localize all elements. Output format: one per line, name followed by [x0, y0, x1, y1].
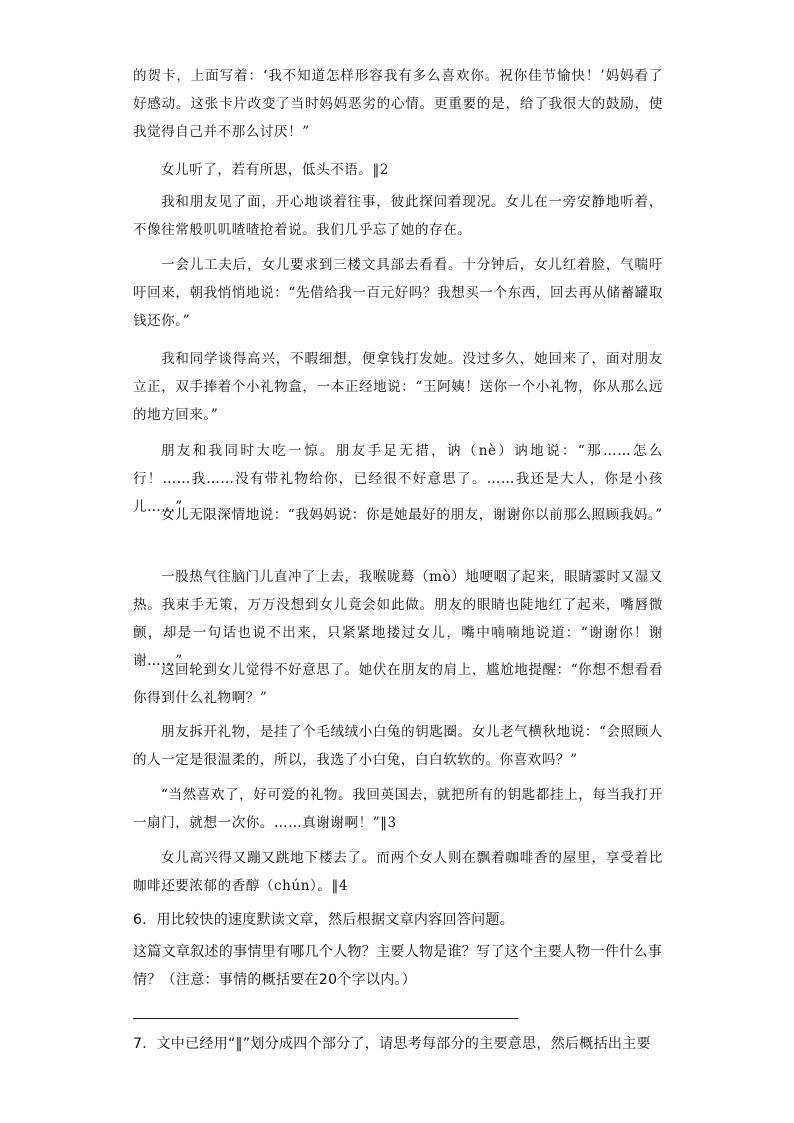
passage-paragraph-4: 一会儿工夫后，女儿要求到三楼文具部去看看。十分钟后，女儿红着脸，气喘吁吁回来，朝我悄悄地说：“先借给我一百元好吗？我想买一个东西，回去再从储蓄罐取钱还你。” [133, 257, 663, 329]
passage-paragraph-5: 我和同学谈得高兴，不暇细想，便拿钱打发她。没过多久，她回来了，面对朋友立正，双手捧着个小礼物盒，一本正经地说：“王阿姨！送你一个小礼物，你从那么远的地方回来。” [133, 351, 663, 423]
passage-paragraph-1: 的贺卡，上面写着：‘我不知道怎样形容我有多么喜欢你。祝你佳节愉快！’妈妈看了好感动。这张卡片改变了当时妈妈恶劣的心情。更重要的是，给了我很大的鼓励，使我觉得自己并不那么讨厌！” [133, 68, 663, 140]
passage-paragraph-7: 女儿无限深情地说：“我妈妈说：你是她最好的朋友，谢谢你以前那么照顾我妈。” [161, 507, 663, 523]
passage-paragraph-6: 朋友和我同时大吃一惊。朋友手足无措，讷（nè）讷地说：“那……怎么行！……我……没有带礼物给你，已经很不好意思了。……我还是大人，你是小孩儿……” [133, 443, 663, 515]
passage-paragraph-12: 女儿高兴得又蹦又跳地下楼去了。而两个女人则在飘着咖啡香的屋里，享受着比咖啡还要浓郁的香醇（chún）。‖4 [133, 850, 663, 894]
question-6-body: 这篇文章叙述的事情里有哪几个人物？主要人物是谁？写了这个主要人物一件什么事情？（注意：事情的概括要在20个字以内。） [133, 944, 663, 988]
question-7-title: 7．文中已经用“‖”划分成四个部分了，请思考每部分的主要意思，然后概括出主要 [133, 1036, 651, 1052]
passage-paragraph-8: 一股热气往脑门儿直冲了上去，我喉咙蓦（mò）地哽咽了起来，眼睛霎时又湿又热。我束手无策，万万没想到女儿竟会如此做。朋友的眼睛也陡地红了起来，嘴唇微颤，却是一句话也说不出来，只紧紧地搂过女儿，嘴中喃喃地说道：“谢谢你！谢谢……” [133, 569, 663, 669]
passage-paragraph-3: 我和朋友见了面，开心地谈着往事，彼此探问着现况。女儿在一旁安静地听着，不像往常般叽叽喳喳抢着说。我们几乎忘了她的存在。 [133, 194, 663, 238]
passage-paragraph-2: 女儿听了，若有所思，低头不语。‖2 [161, 162, 390, 178]
passage-paragraph-10: 朋友拆开礼物，是挂了个毛绒绒小白兔的钥匙圈。女儿老气横秋地说：“会照顾人的人一定是很温柔的，所以，我选了小白兔，白白软软的。你喜欢吗？” [133, 724, 663, 768]
question-6-title: 6．用比较快的速度默读文章，然后根据文章内容回答问题。 [133, 912, 515, 928]
answer-line[interactable] [133, 1018, 518, 1019]
passage-paragraph-9: 这回轮到女儿觉得不好意思了。她伏在朋友的肩上，尴尬地提醒：“你想不想看看你得到什么礼物啊？” [133, 662, 663, 706]
passage-paragraph-11: “当然喜欢了，好可爱的礼物。我回英国去，就把所有的钥匙都挂上，每当我打开一扇门，就想一次你。……真谢谢啊！”‖3 [133, 787, 663, 831]
